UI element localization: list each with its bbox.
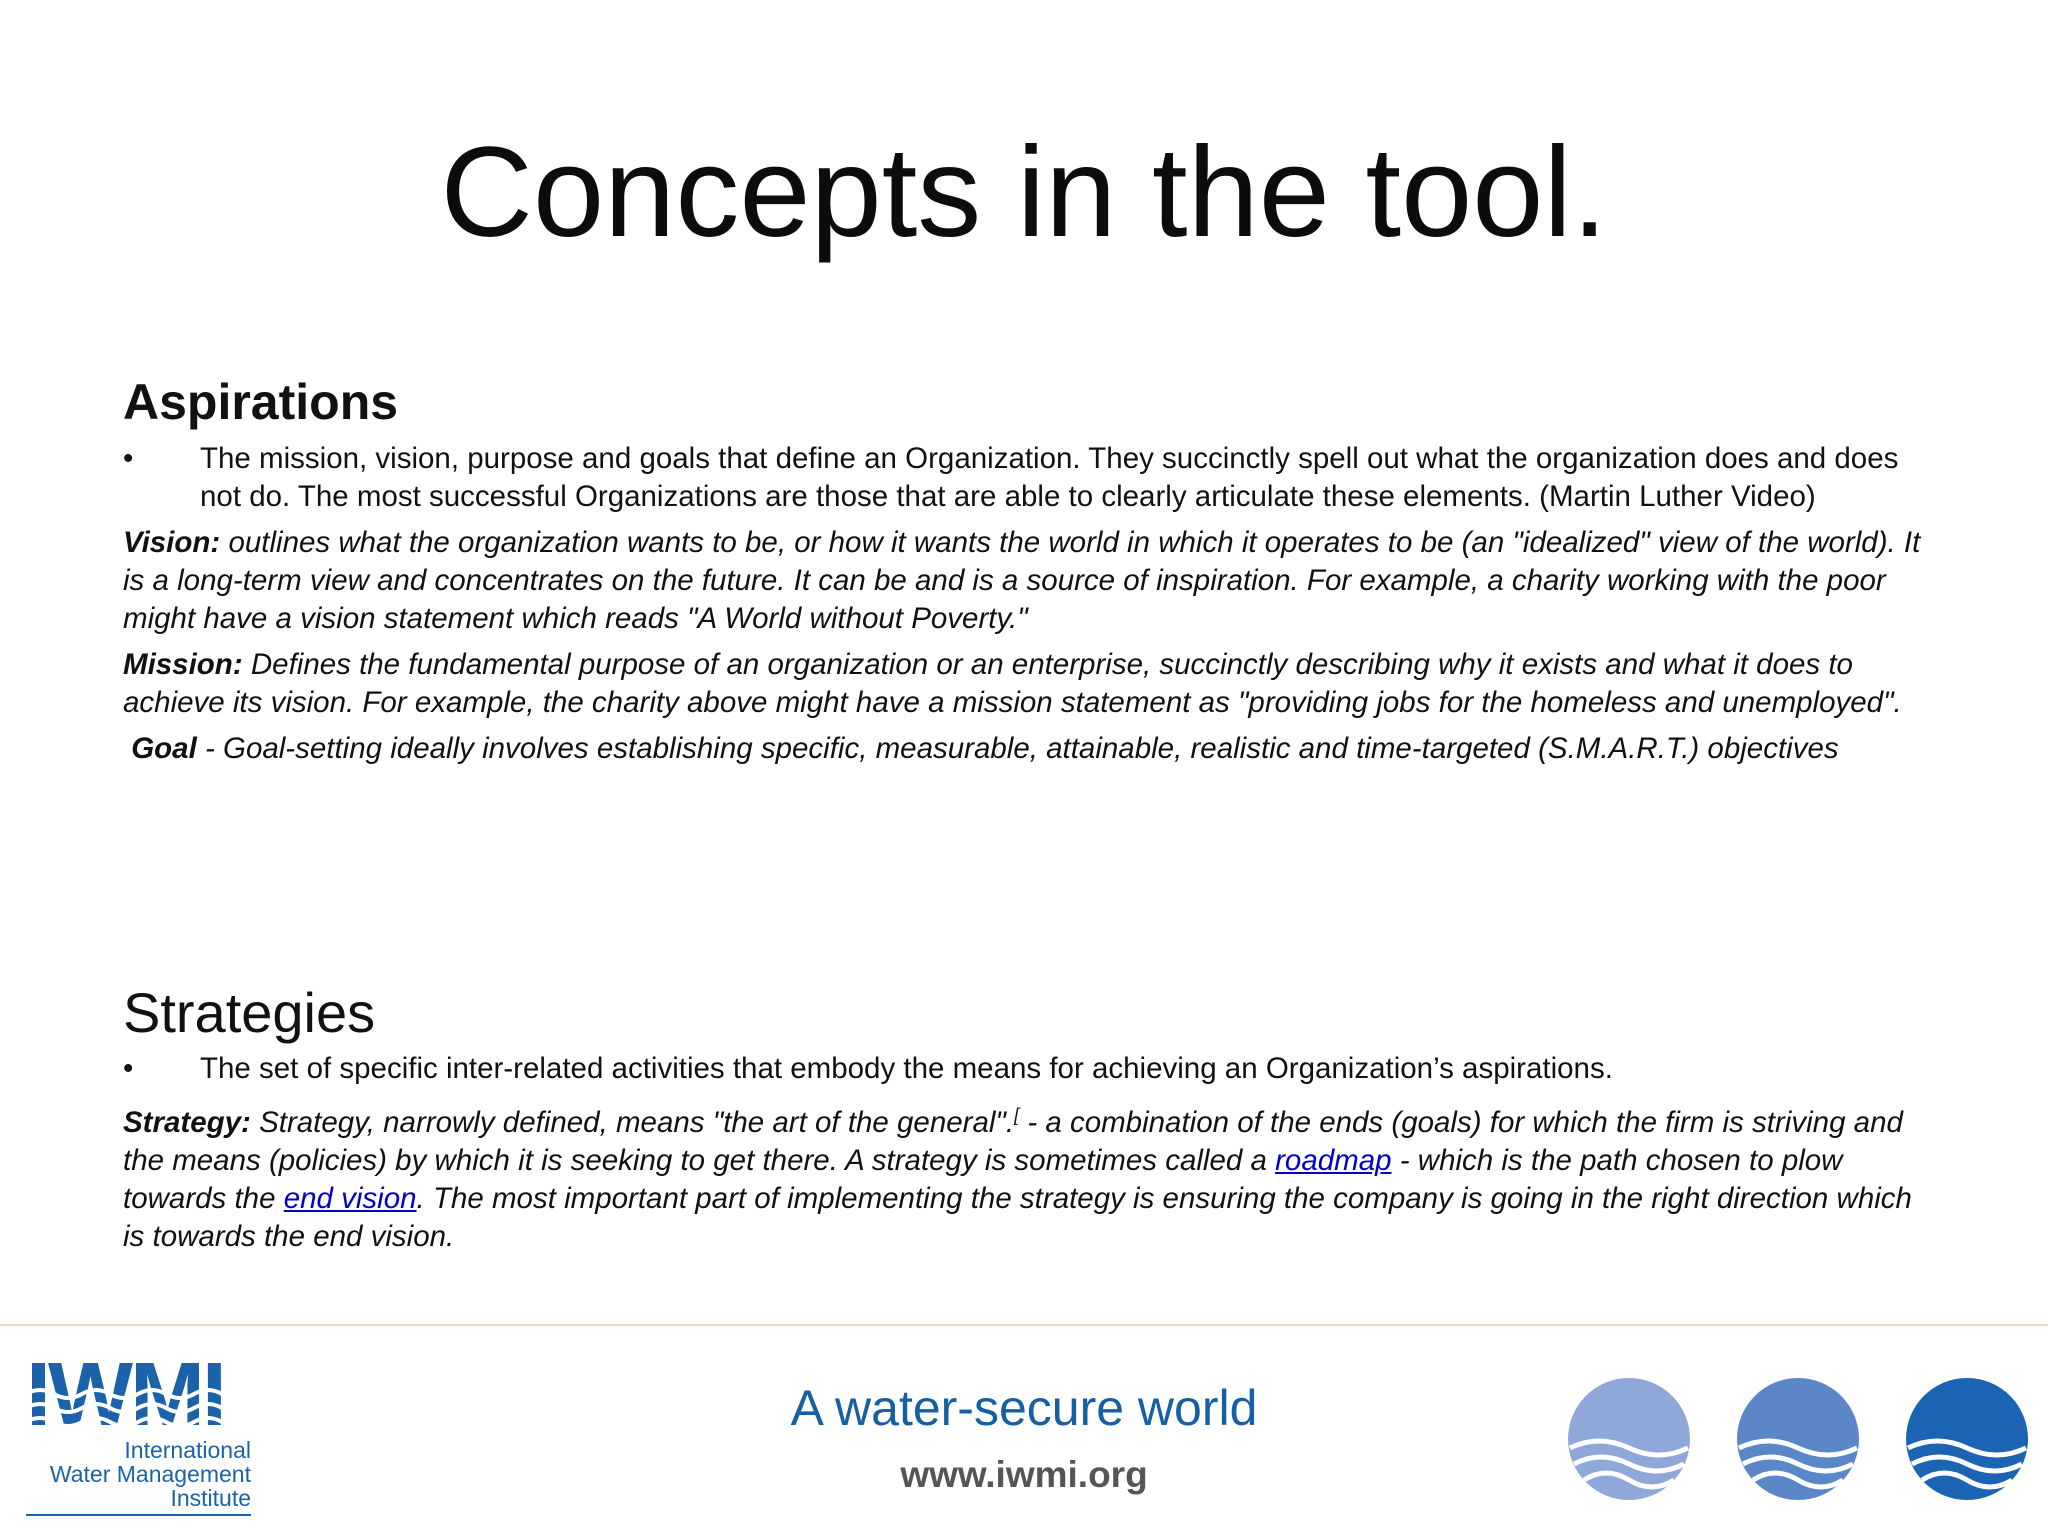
strategy-text-4: . The most important part of implementing the strategy is ensuring the company is going in the right direction which is towards the end vision.	[123, 1181, 1912, 1253]
bullet-dot: •	[123, 1052, 134, 1085]
mission-term: Mission:	[123, 648, 243, 681]
aspirations-heading: Aspirations	[123, 374, 399, 430]
logo-line-1: International	[124, 1437, 251, 1463]
vision-term: Vision:	[123, 526, 221, 559]
strategies-heading: Strategies	[123, 981, 376, 1044]
logo-underline	[26, 1514, 251, 1516]
water-circle-icon-3	[1904, 1376, 2030, 1502]
water-circle-icon-1	[1566, 1376, 1692, 1502]
mission-text: Defines the fundamental purpose of an organization or an enterprise, succinctly describing why it exists and what it does to achieve its vision. For example, the charity above might have a mission statement as "providing jobs for the homeless and unemployed".	[123, 648, 1902, 719]
roadmap-link[interactable]: roadmap	[1275, 1143, 1392, 1177]
strategies-bullet-text: The set of specific inter-related activities that embody the means for achieving an Organization’s aspirations.	[200, 1052, 1613, 1085]
goal-paragraph	[123, 730, 1938, 768]
strategy-text-1: Strategy, narrowly defined, means "the art of the general".	[250, 1105, 1015, 1139]
aspirations-section	[123, 370, 1938, 776]
aspirations-bullet	[123, 440, 1938, 516]
citation-mark: [	[1014, 1105, 1020, 1125]
goal-term: Goal	[131, 732, 197, 765]
strategy-text-3: - which is the path chosen to plow towards the	[123, 1143, 1843, 1215]
aspirations-bullet-text: The mission, vision, purpose and goals that define an Organization. They succinctly spell out what the organization does and does not do. The most successful Organizations are those that are able to clearly articulate these elements. (Martin Luther Video)	[200, 442, 1899, 513]
logo-line-2: Water Management	[49, 1461, 251, 1487]
mission-paragraph	[123, 646, 1938, 722]
end-vision-link[interactable]: end vision	[283, 1181, 417, 1215]
logo-wordmark: IWMI	[26, 1352, 224, 1438]
tagline: A water-secure world	[790, 1380, 1258, 1436]
strategies-section	[123, 978, 1938, 1264]
strategies-bullet	[123, 1050, 1938, 1088]
strategy-text-2: - a combination of the ends (goals) for which the firm is striving and the means (policies) by which it is seeking to get there. A strategy is sometimes called a	[123, 1105, 1903, 1177]
vision-text: outlines what the organization wants to be, or how it wants the world in which it operates to be (an "idealized" view of the world). It is a long-term view and concentrates on the future. It can be and is a source of inspiration. For example, a charity working with the poor might have a vision statement which reads "A World without Poverty."	[123, 526, 1921, 635]
strategy-term: Strategy:	[123, 1105, 251, 1139]
website-url: www.iwmi.org	[900, 1454, 1148, 1495]
water-circle-icon-2	[1735, 1376, 1861, 1502]
bullet-dot: •	[123, 442, 134, 475]
goal-text: - Goal-setting ideally involves establishing specific, measurable, attainable, realistic and time-targeted (S.M.A.R.T.) objectives	[196, 732, 1839, 765]
strategy-paragraph	[123, 1096, 1938, 1256]
slide-title: Concepts in the tool.	[440, 121, 1608, 264]
footer-divider	[0, 1324, 2048, 1326]
vision-paragraph	[123, 524, 1938, 638]
logo-line-3: Institute	[170, 1485, 251, 1511]
